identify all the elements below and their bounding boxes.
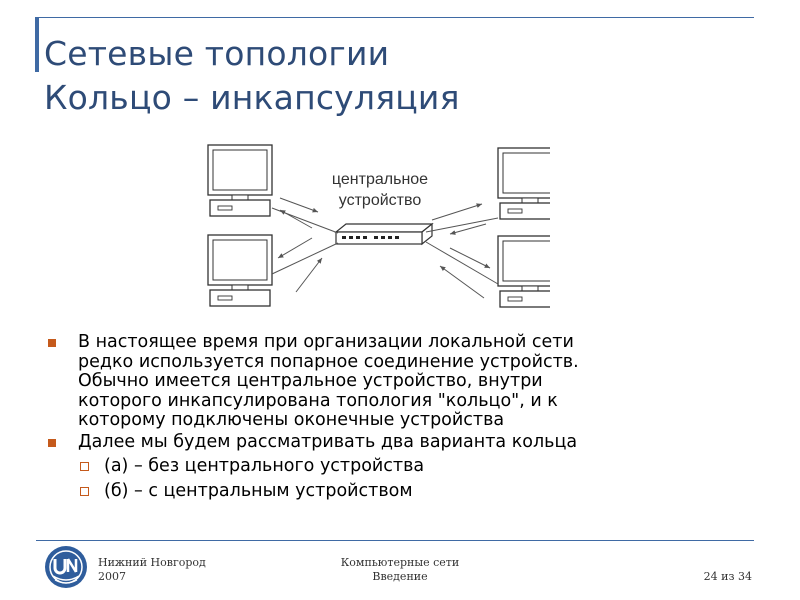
title-line-1: Сетевые топологии: [44, 34, 390, 73]
central-device-icon: [336, 224, 432, 244]
computer-top-left-icon: [208, 145, 272, 216]
connection-lines: [272, 208, 498, 284]
footer-location: [98, 556, 206, 584]
central-device-label-line-2: устройство: [338, 192, 422, 209]
footer-rule: [36, 540, 754, 541]
title-line-2: Кольцо – инкапсуляция: [44, 78, 460, 117]
footer-course-title: Компьютерные сети: [340, 556, 460, 569]
bullet-line: В настоящее время при организации локальной сети: [78, 332, 574, 352]
computer-bottom-right-icon: [498, 236, 550, 307]
bullet-line: Далее мы будем рассматривать два варианта кольца: [78, 431, 578, 452]
footer-city: Нижний Новгород: [98, 556, 206, 569]
bullet-item: [46, 433, 766, 453]
sub-bullet-text: (а) – без центрального устройства: [104, 456, 425, 476]
footer-section: Введение: [372, 570, 428, 583]
bullet-line: которому подключены оконечные устройства: [78, 410, 505, 430]
unn-logo-icon: [43, 544, 89, 590]
bullet-line: Обычно имеется центральное устройство, внутри: [78, 371, 543, 391]
sub-bullet-item: [46, 482, 766, 502]
bullet-item: [46, 333, 766, 431]
footer-year: 2007: [98, 570, 126, 583]
slide-title: [44, 32, 460, 120]
sub-bullet-item: [46, 457, 766, 477]
computer-top-right-icon: [498, 148, 550, 219]
slide-body: [46, 333, 766, 501]
hollow-square-bullet-icon: [80, 487, 89, 496]
central-device-label-line-1: центральное: [331, 171, 429, 188]
bullet-line: которого инкапсулирована топология "кольцо", и к: [78, 390, 558, 411]
ring-encapsulation-diagram: [200, 140, 550, 315]
flow-arrows: [278, 198, 490, 298]
square-bullet-icon: [48, 439, 56, 447]
page-number: 24 из 34: [703, 570, 752, 583]
square-bullet-icon: [48, 339, 56, 347]
sub-bullet-text: (б) – с центральным устройством: [104, 480, 413, 501]
hollow-square-bullet-icon: [80, 462, 89, 471]
computer-bottom-left-icon: [208, 235, 272, 306]
bullet-line: редко используется попарное соединение устройств.: [78, 351, 579, 372]
footer-course: [330, 556, 470, 584]
header-accent-bar: [35, 17, 39, 72]
header-rule: [36, 17, 754, 18]
